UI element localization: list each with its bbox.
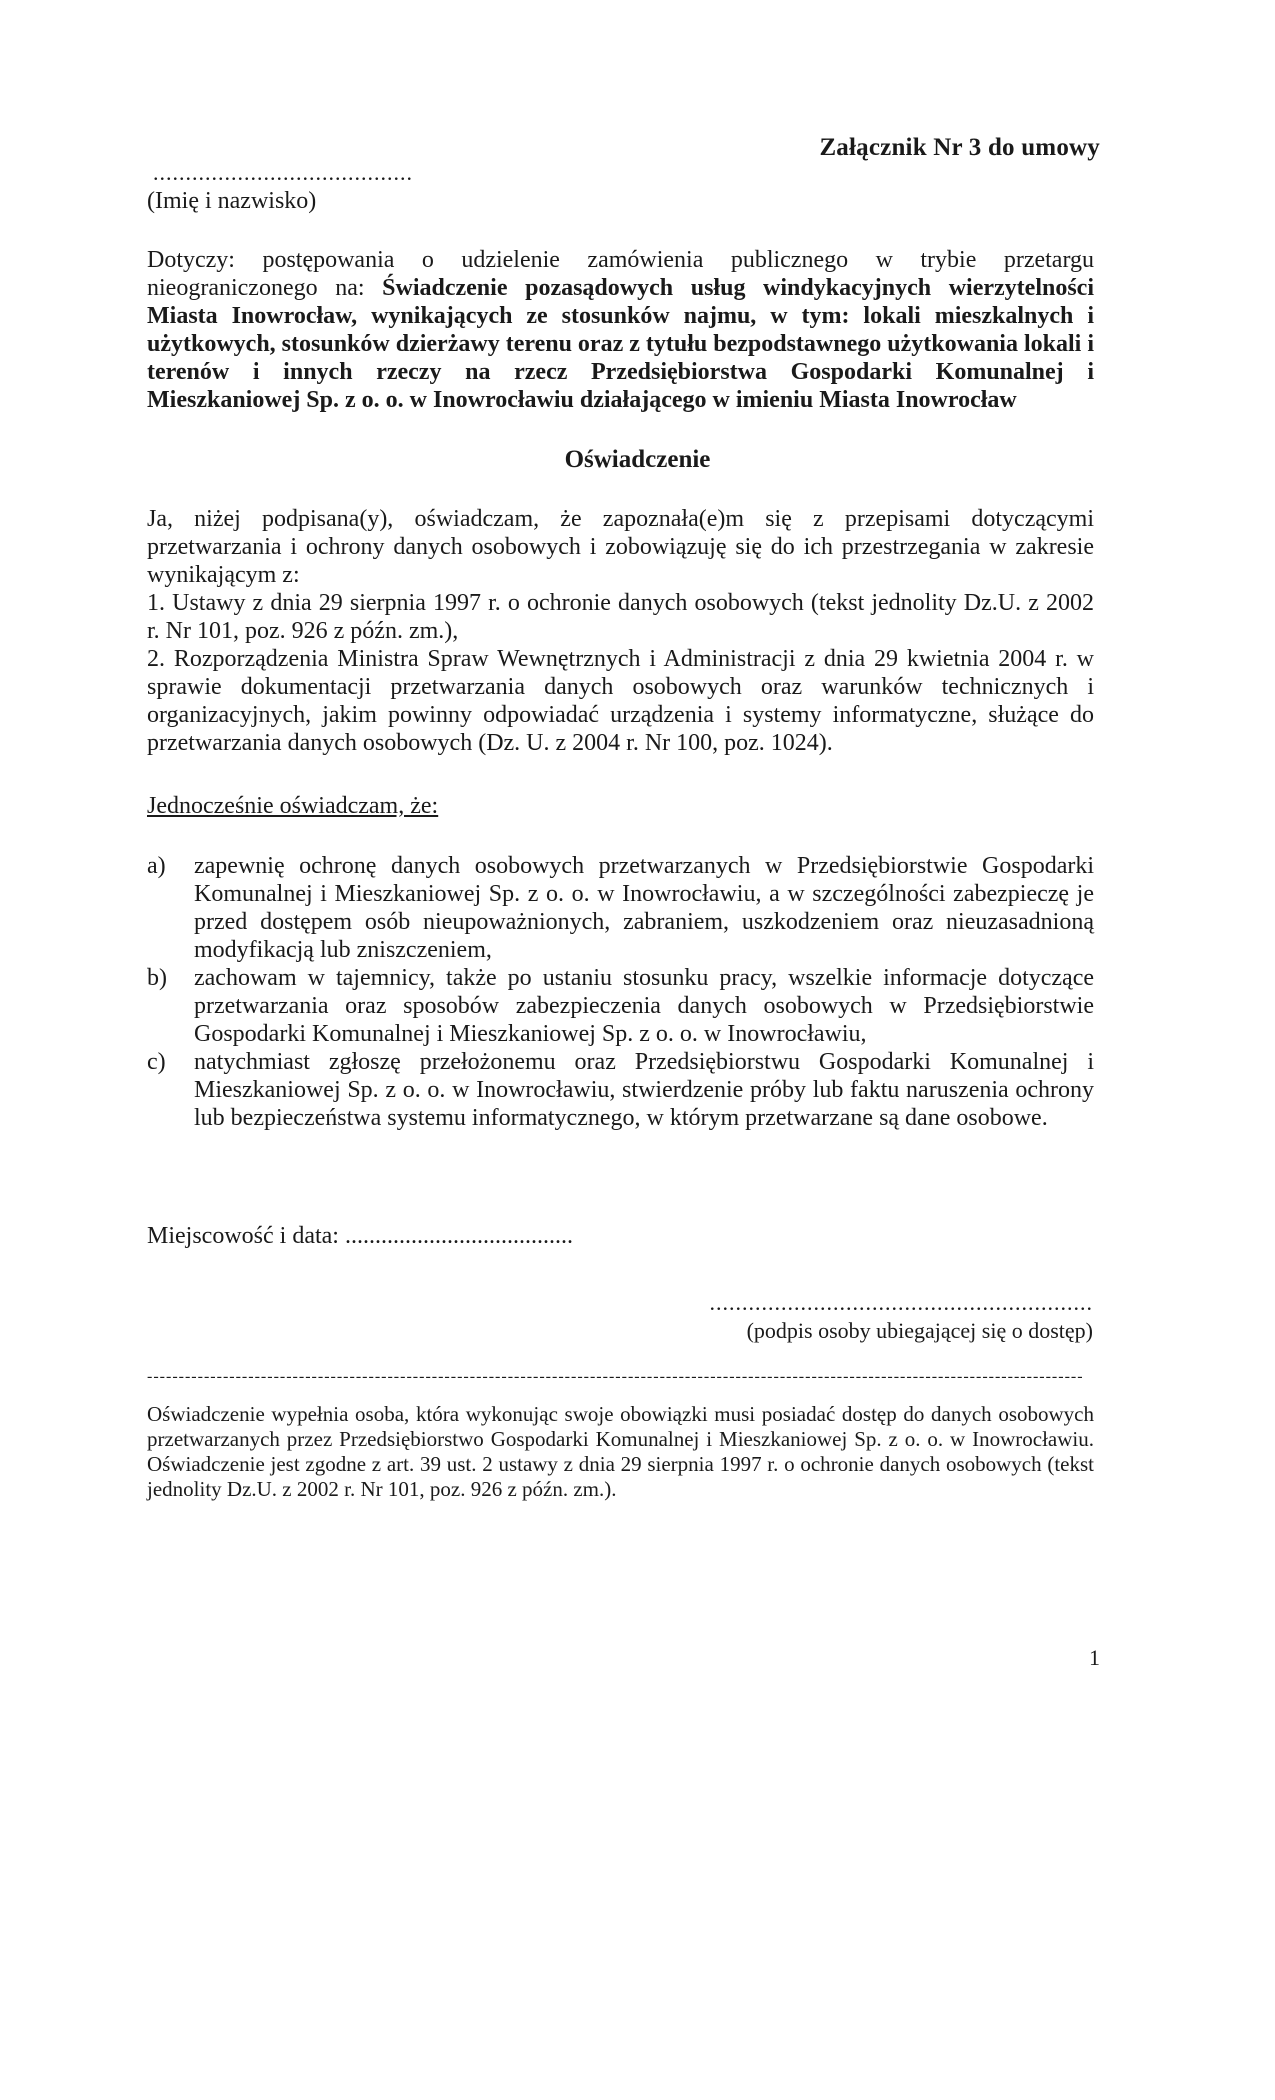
obligation-text: natychmiast zgłoszę przełożonemu oraz Przedsiębiorstwu Gospodarki Komunalnej i Mieszkaniowej Sp. z o. o. w Inowrocławiu, stwierdzenie próby lub faktu naruszenia ochrony lub bezpieczeństwa systemu informatycznego, w którym przetwarzane są dane osobowe. xyxy=(194,1049,1094,1131)
signature-dotted-line: ........................................................... xyxy=(709,1290,1093,1315)
name-dotted-line: ........................................ xyxy=(153,160,413,185)
subject-prefix: Dotyczy: postępowania o udzielenie zamówienia publicznego w trybie przetargu nieograniczonego na: xyxy=(147,247,1094,301)
footnote: Oświadczenie wypełnia osoba, która wykonując swoje obowiązki musi posiadać dostęp do danych osobowych przetwarzanych przez Przedsiębiorstwo Gospodarki Komunalnej i Mieszkaniowej Sp. z o. o. w Inowrocławiu. Oświadczenie jest zgodne z art. 39 ust. 2 ustawy z dnia 29 sierpnia 1997 r. o ochronie danych osobowych (tekst jednolity Dz.U. z 2002 r. Nr 101, poz. 926 z późn. zm.). xyxy=(147,1402,1094,1501)
subject-title: Świadczenie pozasądowych usług windykacyjnych wierzytelności Miasta Inowrocław, wynikających ze stosunków najmu, w tym: lokali mieszkalnych i użytkowych, stosunków dzierżawy terenu oraz z tytułu bezpodstawnego użytkowania lokali i terenów i innych rzeczy na rzecz Przedsiębiorstwa Gospodarki Komunalnej i Mieszkaniowej Sp. z o. o. w Inowrocławiu działającego w imieniu Miasta Inowrocław xyxy=(147,275,1094,413)
obligation-text: zachowam w tajemnicy, także po ustaniu stosunku pracy, wszelkie informacje dotyczące przetwarzania oraz sposobów zabezpieczenia danych osobowych w Przedsiębiorstwie Gospodarki Komunalnej i Mieszkaniowej Sp. z o. o. w Inowrocławiu, xyxy=(194,965,1094,1047)
subject-paragraph xyxy=(147,246,1094,414)
obligation-letter: b) xyxy=(147,965,167,991)
obligations-lead: Jednocześnie oświadczam, że: xyxy=(147,793,439,819)
dashed-separator: ---------------------------------------------------------------------------------------------------------------------------------------------------- xyxy=(147,1368,1084,1385)
obligation-item-a xyxy=(147,852,1094,964)
signature-label: (podpis osoby ubiegającej się o dostęp) xyxy=(746,1318,1093,1343)
obligation-letter: a) xyxy=(147,853,166,879)
intro-text: Ja, niżej podpisana(y), oświadczam, że zapoznała(e)m się z przepisami dotyczącymi przetwarzania i ochrony danych osobowych i zobowiązuję się do ich przestrzegania w zakresie wynikającym z: xyxy=(147,506,1094,588)
obligations-list xyxy=(147,852,1094,1132)
intro-item-2: 2. Rozporządzenia Ministra Spraw Wewnętrznych i Administracji z dnia 29 kwietnia 2004 r. w sprawie dokumentacji przetwarzania danych osobowych oraz warunków technicznych i organizacyjnych, jakim powinny odpowiadać urządzenia i systemy informatyczne, służące do przetwarzania danych osobowych (Dz. U. z 2004 r. Nr 100, poz. 1024). xyxy=(147,646,1094,756)
statement-heading: Oświadczenie xyxy=(564,446,711,473)
name-label: (Imię i nazwisko) xyxy=(147,188,317,214)
place-date-field: Miejscowość i data: ...................................... xyxy=(147,1223,573,1249)
obligation-item-b xyxy=(147,964,1094,1048)
obligation-text: zapewnię ochronę danych osobowych przetwarzanych w Przedsiębiorstwie Gospodarki Komunalnej i Mieszkaniowej Sp. z o. o. w Inowrocławiu, a w szczególności zabezpieczę je przed dostępem osób nieupoważnionych, zabraniem, uszkodzeniem oraz nieuzasadnioną modyfikacją lub zniszczeniem, xyxy=(194,853,1094,963)
page-number: 1 xyxy=(1089,1645,1100,1670)
intro-item-1: 1. Ustawy z dnia 29 sierpnia 1997 r. o ochronie danych osobowych (tekst jednolity Dz.U. z 2002 r. Nr 101, poz. 926 z późn. zm.), xyxy=(147,590,1094,644)
intro-section xyxy=(147,505,1094,757)
obligation-letter: c) xyxy=(147,1049,166,1075)
annex-title: Załącznik Nr 3 do umowy xyxy=(819,134,1100,161)
obligation-item-c xyxy=(147,1048,1094,1132)
